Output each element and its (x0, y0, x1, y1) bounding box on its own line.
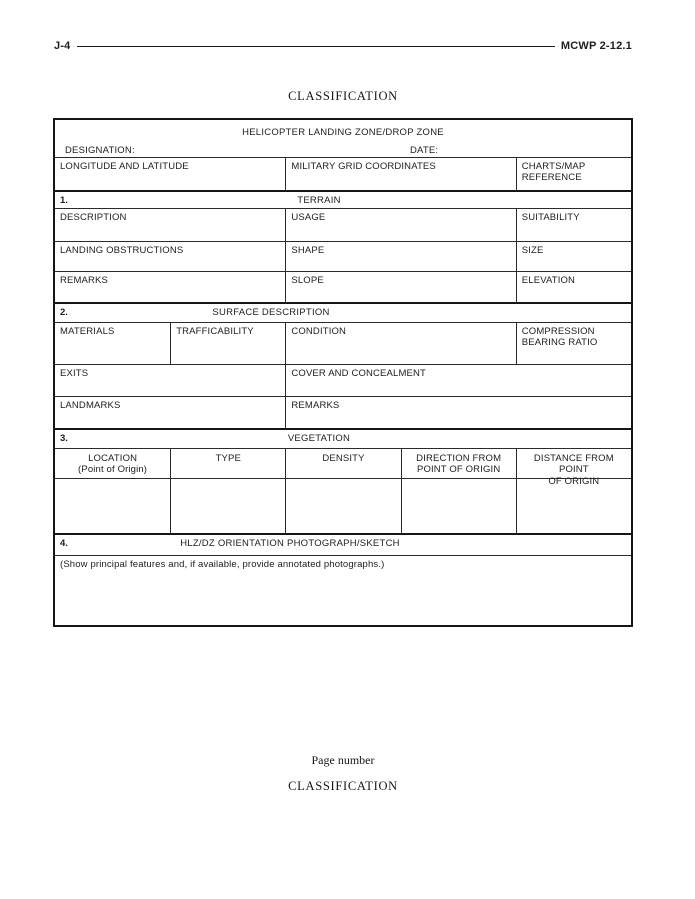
vegetation-entry-distance (516, 479, 631, 533)
coordinates-row (55, 157, 631, 190)
suitability-label: SUITABILITY (521, 212, 580, 223)
section-2-number: 2. (60, 307, 68, 318)
materials-label: MATERIALS (60, 326, 115, 337)
form-title-row (55, 120, 631, 157)
elevation-label: ELEVATION (521, 275, 576, 286)
compression-label-line1: COMPRESSION (521, 326, 595, 337)
photo-sketch-row (55, 555, 631, 625)
charts-map-label-line1: CHARTS/MAP (521, 161, 586, 172)
field-landmarks (55, 397, 285, 428)
usage-label: USAGE (291, 212, 326, 223)
hlz-dz-form-table (53, 118, 633, 627)
field-surface-remarks (285, 397, 631, 428)
section-1-title: TERRAIN (297, 195, 341, 206)
vegetation-entry-location (55, 479, 170, 533)
terrain-row-1 (55, 208, 631, 241)
page-number-placeholder: Page number (311, 753, 375, 767)
trafficability-label: TRAFFICABILITY (176, 326, 254, 337)
vegetation-header-row (55, 448, 631, 487)
size-label: SIZE (521, 245, 544, 256)
surface-row-3 (55, 396, 631, 428)
section-terrain-header (55, 190, 631, 208)
field-condition (285, 323, 515, 364)
field-landing-obstructions (55, 242, 285, 271)
header-rule-line (77, 46, 555, 47)
location-label-line2: (Point of Origin) (78, 464, 148, 476)
terrain-row-3 (55, 271, 631, 302)
direction-label-line1: DIRECTION FROM (416, 453, 502, 464)
vegetation-entry-density (285, 479, 400, 533)
distance-label-line1: DISTANCE FROM POINT (533, 453, 614, 476)
classification-banner-top: CLASSIFICATION (288, 89, 398, 103)
field-terrain-remarks (55, 272, 285, 302)
type-label: TYPE (215, 453, 241, 464)
charts-map-label-line2: REFERENCE (521, 172, 582, 184)
section-surface-header (55, 302, 631, 322)
date-label: DATE: (410, 145, 439, 157)
page-header (54, 40, 632, 52)
section-3-number: 3. (60, 433, 68, 444)
slope-label: SLOPE (291, 275, 324, 286)
surface-row-2 (55, 364, 631, 396)
field-cover-concealment (285, 365, 631, 396)
vegetation-entry-row (55, 475, 631, 533)
section-4-number: 4. (60, 538, 68, 549)
field-materials (55, 323, 170, 364)
photo-sketch-area (55, 556, 631, 625)
field-exits (55, 365, 285, 396)
longitude-latitude-label: LONGITUDE AND LATITUDE (60, 161, 189, 172)
classification-banner-bottom: CLASSIFICATION (288, 779, 398, 793)
column-header-distance (516, 449, 631, 487)
field-compression-bearing-ratio (516, 323, 631, 364)
field-trafficability (170, 323, 285, 364)
landmarks-label: LANDMARKS (60, 400, 121, 411)
column-header-location (55, 449, 170, 478)
form-title: HELICOPTER LANDING ZONE/DROP ZONE (242, 127, 444, 138)
condition-label: CONDITION (291, 326, 347, 337)
field-usage (285, 209, 515, 241)
header-page-ref: J-4 (54, 40, 71, 52)
field-shape (285, 242, 515, 271)
column-header-density (285, 449, 400, 478)
section-4-title: HLZ/DZ ORIENTATION PHOTOGRAPH/SKETCH (180, 538, 400, 549)
field-slope (285, 272, 515, 302)
column-header-direction (401, 449, 516, 478)
section-2-title: SURFACE DESCRIPTION (212, 307, 330, 318)
surface-row-1 (55, 322, 631, 364)
field-size (516, 242, 631, 271)
header-doc-ref: MCWP 2-12.1 (560, 40, 632, 52)
location-label-line1: LOCATION (88, 453, 138, 464)
terrain-row-2 (55, 241, 631, 271)
field-military-grid (285, 158, 515, 190)
field-description (55, 209, 285, 241)
form-title-cell (55, 120, 631, 157)
field-charts-map-reference (516, 158, 631, 190)
landing-obstructions-label: LANDING OBSTRUCTIONS (60, 245, 184, 256)
section-photo-header (55, 533, 631, 555)
vegetation-entry-direction (401, 479, 516, 533)
section-1-number: 1. (60, 195, 68, 206)
photo-sketch-note: (Show principal features and, if available, provide annotated photographs.) (60, 559, 385, 570)
field-longitude-latitude (55, 158, 285, 190)
designation-date-line (60, 145, 626, 157)
vegetation-entry-type (170, 479, 285, 533)
column-header-type (170, 449, 285, 478)
density-label: DENSITY (322, 453, 365, 464)
section-3-title: VEGETATION (287, 433, 351, 444)
direction-label-line2: POINT OF ORIGIN (416, 464, 501, 476)
exits-label: EXITS (60, 368, 89, 379)
military-grid-label: MILITARY GRID COORDINATES (291, 161, 436, 172)
cover-concealment-label: COVER AND CONCEALMENT (291, 368, 426, 379)
distance-label-line2: OF ORIGIN (548, 475, 600, 487)
field-elevation (516, 272, 631, 302)
compression-label-line2: BEARING RATIO (521, 337, 598, 349)
surface-remarks-label: REMARKS (291, 400, 340, 411)
shape-label: SHAPE (291, 245, 325, 256)
description-label: DESCRIPTION (60, 212, 127, 223)
designation-label: DESIGNATION: (65, 145, 135, 157)
section-vegetation-header (55, 428, 631, 448)
terrain-remarks-label: REMARKS (60, 275, 109, 286)
field-suitability (516, 209, 631, 241)
